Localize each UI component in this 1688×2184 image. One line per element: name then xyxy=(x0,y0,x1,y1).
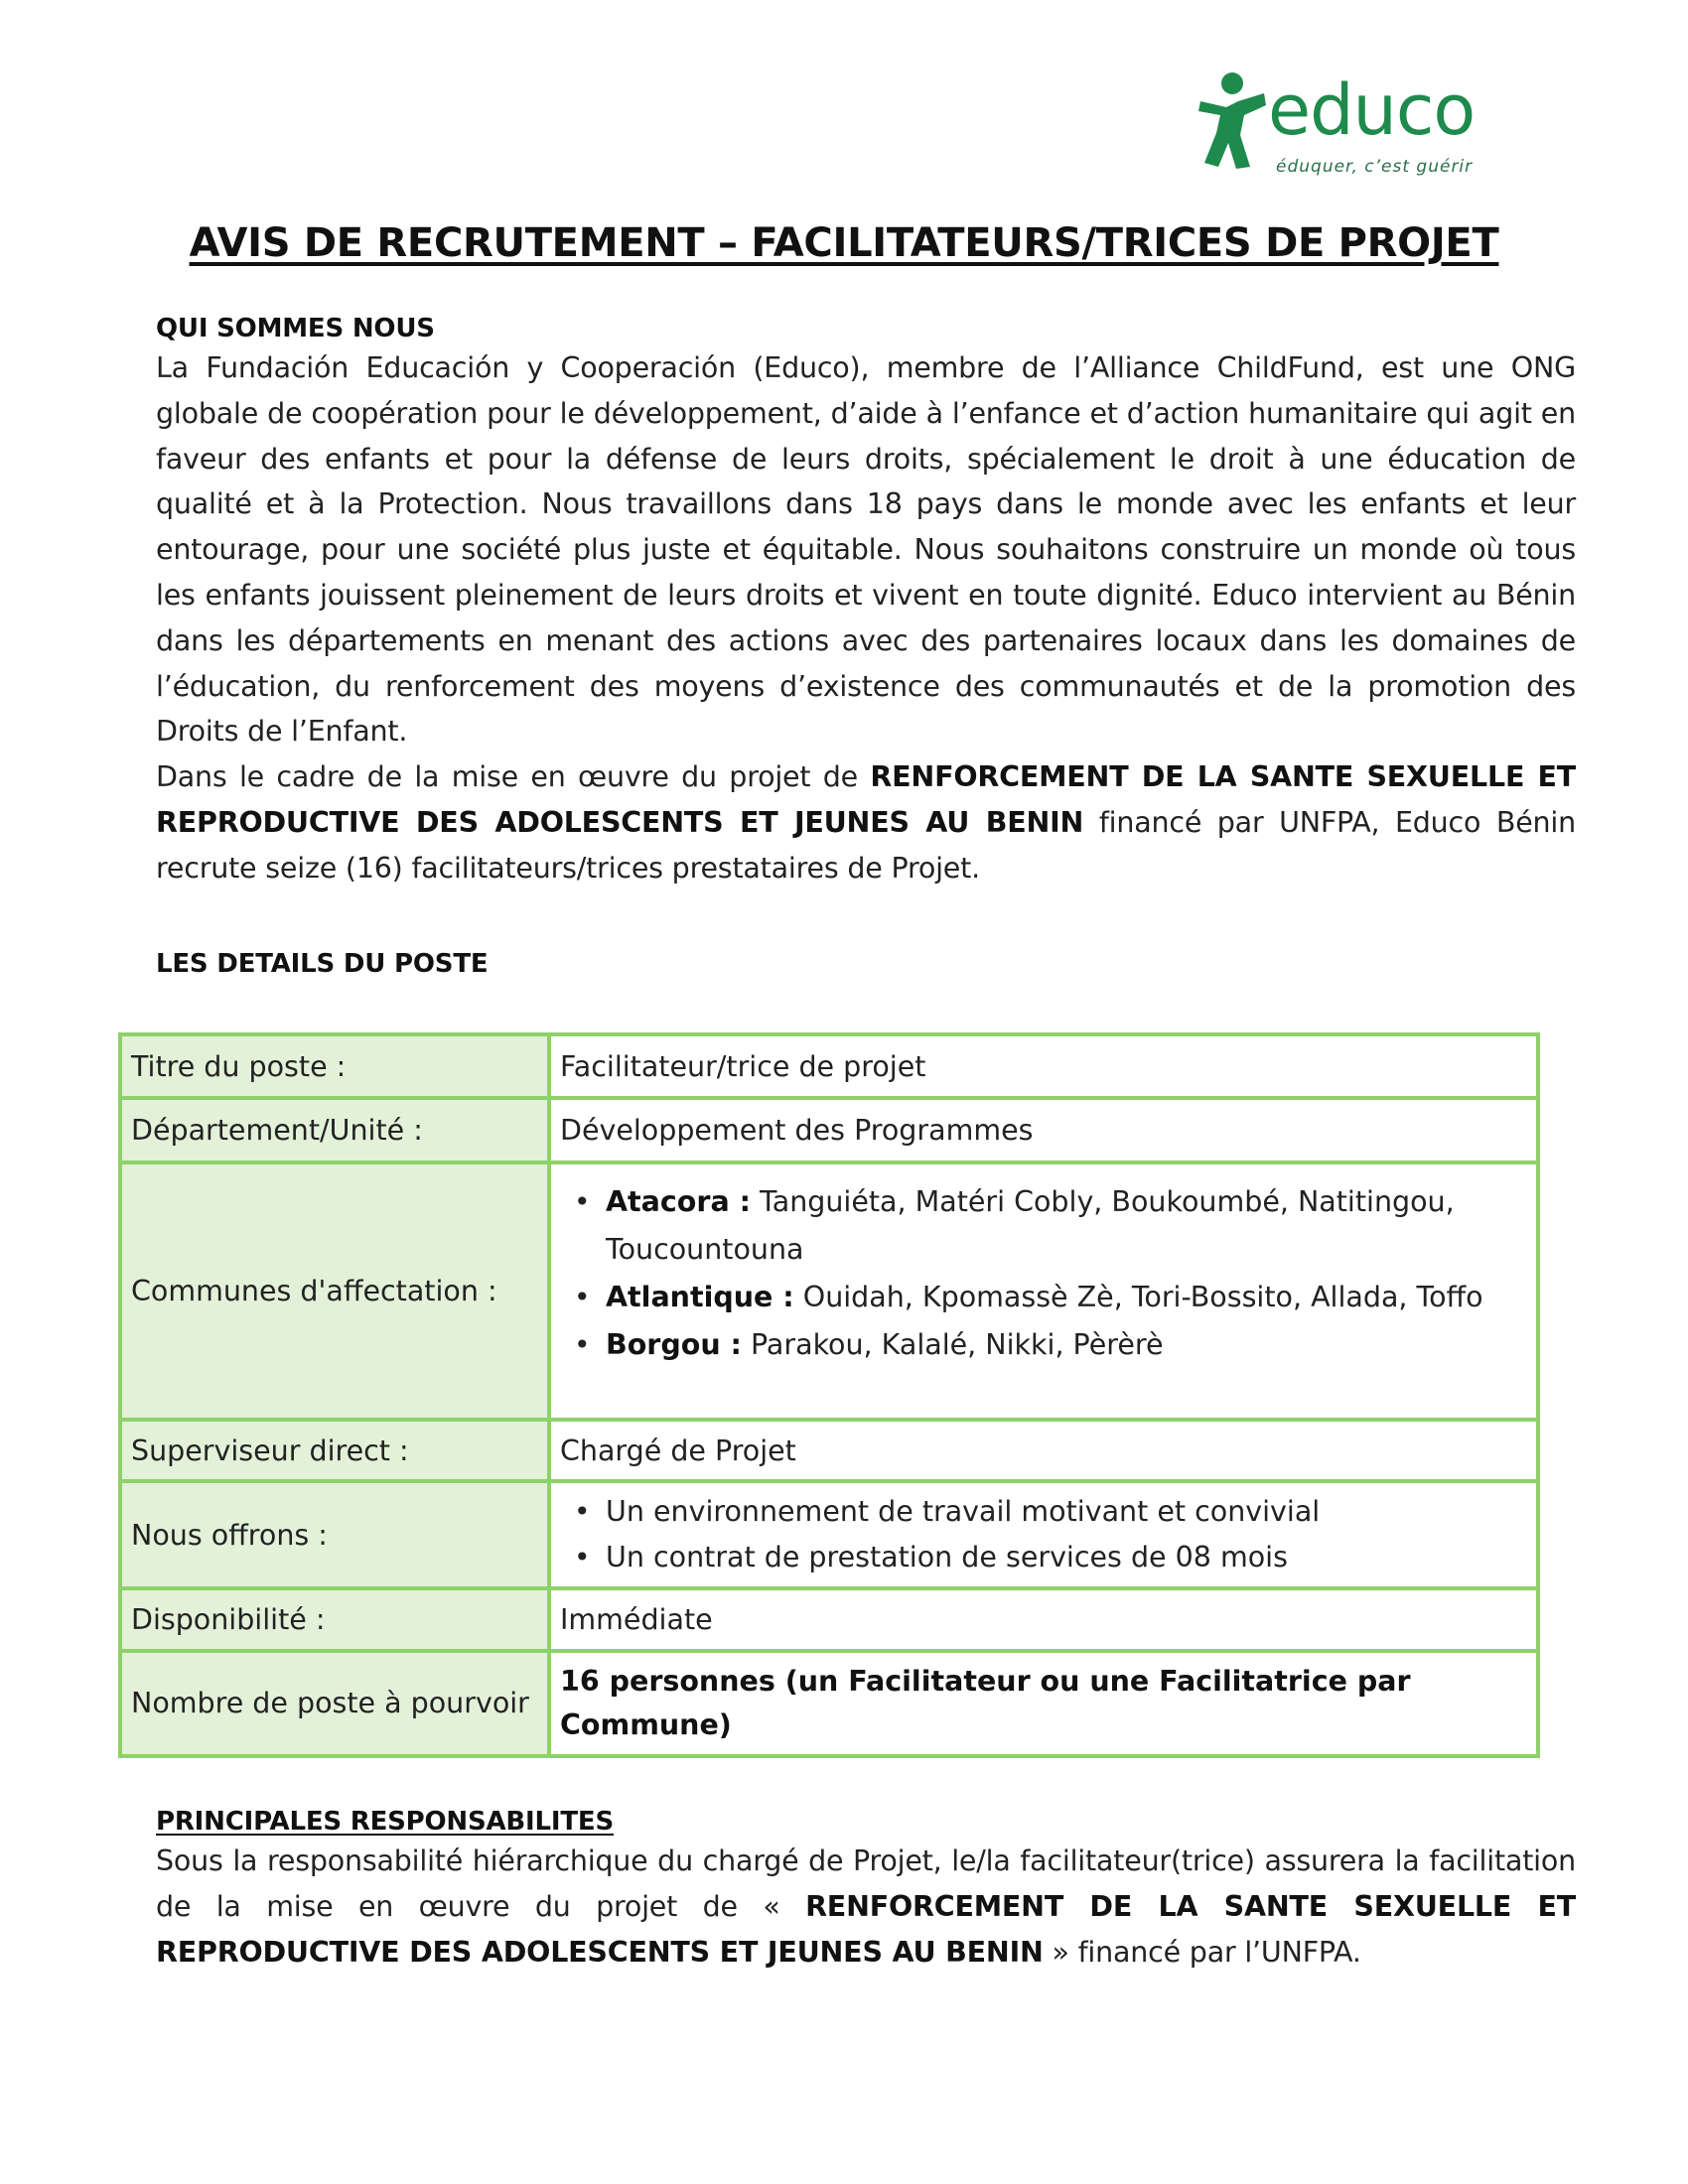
row-value xyxy=(549,1481,1538,1588)
list-item: • Un contrat de prestation de services de 08 mois xyxy=(560,1535,1527,1580)
table-row xyxy=(120,1034,1538,1098)
responsibilities-paragraph xyxy=(156,1839,1576,1975)
list-item xyxy=(560,1321,1527,1369)
row-label: Superviseur direct : xyxy=(120,1420,549,1481)
region-places: Parakou, Kalalé, Nikki, Pèrèrè xyxy=(741,1328,1164,1361)
row-label: Nous offrons : xyxy=(120,1481,549,1588)
person-icon xyxy=(1196,71,1268,171)
resp-start: Sous la responsabilité hiérarchique du chargé de Projet, le/la facilitateur(trice) assurera la facilitation de la mise en œuvre du projet de « xyxy=(156,1844,1576,1923)
responsibilities-heading: PRINCIPALES RESPONSABILITES xyxy=(156,1807,614,1837)
row-label: Département/Unité : xyxy=(120,1098,549,1162)
table-row xyxy=(120,1098,1538,1162)
region-name: Borgou : xyxy=(606,1328,742,1361)
about-heading: QUI SOMMES NOUS xyxy=(156,314,435,343)
educo-logo xyxy=(1196,71,1514,183)
logo-wordmark: educo xyxy=(1268,69,1476,151)
row-value: Immédiate xyxy=(549,1588,1538,1651)
row-label: Nombre de poste à pourvoir xyxy=(120,1651,549,1756)
table-row xyxy=(120,1162,1538,1420)
row-label: Disponibilité : xyxy=(120,1588,549,1651)
table-row xyxy=(120,1588,1538,1651)
resp-project: RENFORCEMENT DE LA SANTE SEXUELLE ET REPRODUCTIVE DES ADOLESCENTS ET JEUNES AU BENIN xyxy=(156,1889,1577,1969)
list-item xyxy=(560,1274,1527,1321)
region-name: Atlantique : xyxy=(606,1281,794,1313)
communes-list xyxy=(560,1178,1527,1369)
resp-end: » financé par l’UNFPA. xyxy=(1043,1935,1361,1969)
about-p2-project: RENFORCEMENT DE LA SANTE SEXUELLE ET REPRODUCTIVE DES ADOLESCENTS ET JEUNES AU BENIN xyxy=(156,760,1576,839)
responsibilities-section xyxy=(156,1807,1576,1975)
offer-list xyxy=(560,1489,1527,1580)
region-name: Atacora : xyxy=(606,1185,751,1218)
list-item: • Un environnement de travail motivant et convivial xyxy=(560,1489,1527,1535)
region-places: Tanguiéta, Matéri Cobly, Boukoumbé, Natitingou, Toucountouna xyxy=(606,1185,1455,1266)
page-title: AVIS DE RECRUTEMENT – FACILITATEURS/TRICES DE PROJET xyxy=(189,220,1499,266)
details-heading: LES DETAILS DU POSTE xyxy=(156,949,489,979)
logo-tagline: éduquer, c’est guérir xyxy=(1276,157,1474,177)
about-section xyxy=(156,314,1576,891)
table-row xyxy=(120,1651,1538,1756)
details-table xyxy=(118,1032,1540,1758)
row-value: 16 personnes (un Facilitateur ou une Facilitatrice par Commune) xyxy=(549,1651,1538,1756)
about-paragraph-2 xyxy=(156,754,1576,890)
row-value: Développement des Programmes xyxy=(549,1098,1538,1162)
row-value: Chargé de Projet xyxy=(549,1420,1538,1481)
about-p2-end: financé par UNFPA, Educo Bénin recrute seize (16) facilitateurs/trices prestataires de Projet. xyxy=(156,805,1577,885)
about-p2-start: Dans le cadre de la mise en œuvre du projet de xyxy=(156,760,871,794)
table-row xyxy=(120,1481,1538,1588)
row-label: Titre du poste : xyxy=(120,1034,549,1098)
row-label: Communes d'affectation : xyxy=(120,1162,549,1420)
row-value: Facilitateur/trice de projet xyxy=(549,1034,1538,1098)
row-value xyxy=(549,1162,1538,1420)
list-item xyxy=(560,1178,1527,1274)
about-paragraph-1: La Fundación Educación y Cooperación (Educo), membre de l’Alliance ChildFund, est une ONG globale de coopération pour le développement, d’aide à l’enfance et d’action humanitaire qui agit en faveur des enfants et pour la défense de leurs droits, spécialement le droit à une éducation de qualité et à la Protection. Nous travaillons dans 18 pays dans le monde avec les enfants et leur entourage, pour une société plus juste et équitable. Nous souhaitons construire un monde où tous les enfants jouissent pleinement de leurs droits et vivent en toute dignité. Educo intervient au Bénin dans les départements en menant des actions avec des partenaires locaux dans les domaines de l’éducation, du renforcement des moyens d’existence des communautés et de la promotion des Droits de l’Enfant. xyxy=(156,351,1576,749)
table-row xyxy=(120,1420,1538,1481)
region-places: Ouidah, Kpomassè Zè, Tori-Bossito, Allada, Toffo xyxy=(793,1281,1483,1313)
